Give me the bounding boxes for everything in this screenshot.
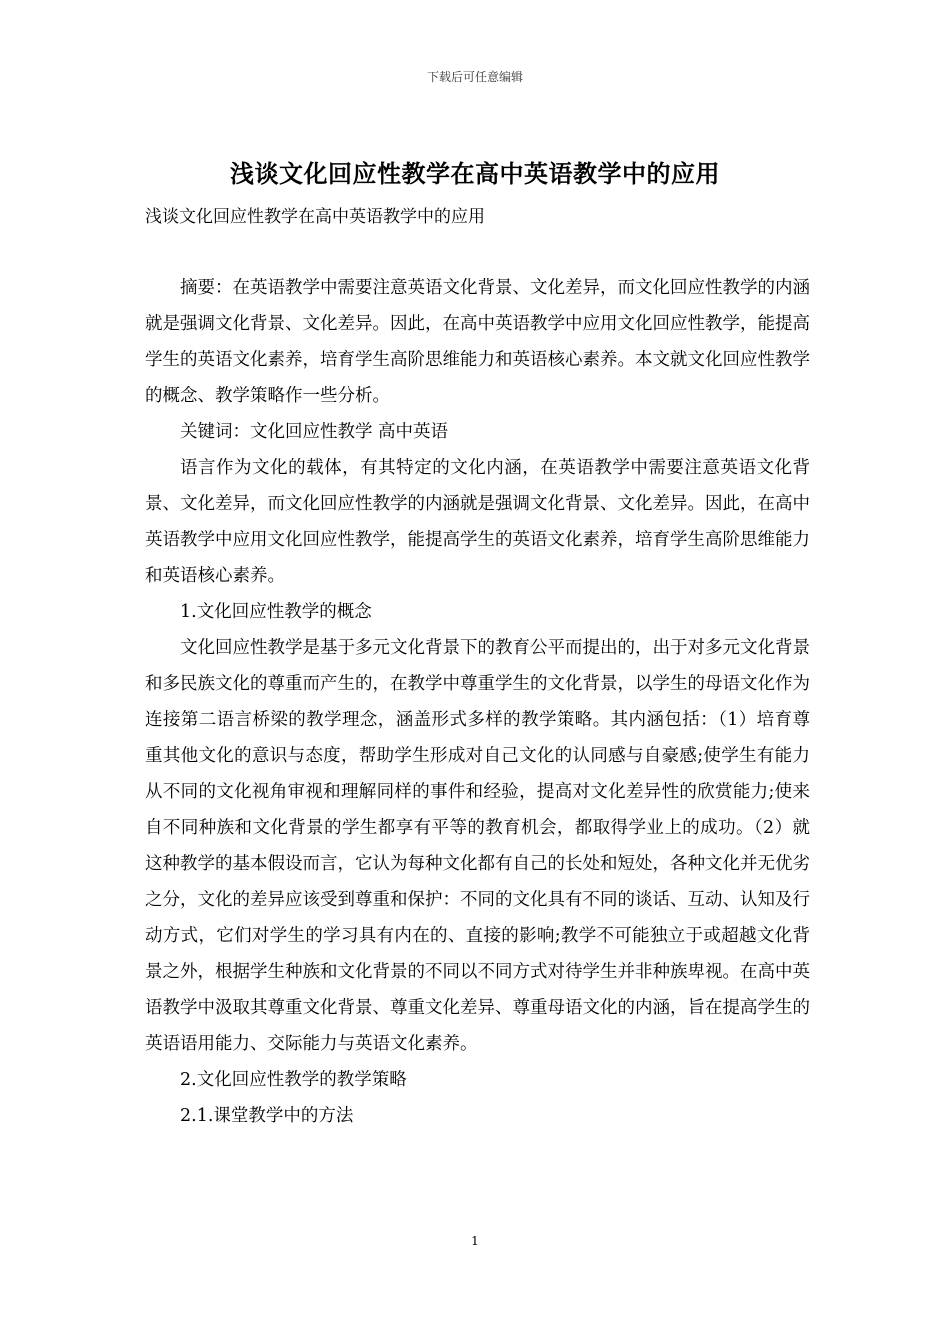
section-heading-2: 2.文化回应性教学的教学策略 bbox=[180, 1070, 407, 1090]
keywords-paragraph: 关键词：文化回应性教学 高中英语 bbox=[180, 422, 449, 442]
intro-paragraph: 语言作为文化的载体，有其特定的文化内涵，在英语教学中需要注意英语文化背景、文化差异，而文化回应性教学的内涵就是强调文化背景、文化差异。因此，在高中英语教学中应用文化回应性教学，能提高学生的英语文化素养，培育学生高阶思维能力和英语核心素养。 bbox=[145, 458, 810, 586]
page-number: 1 bbox=[471, 1234, 479, 1248]
header-note: 下载后可任意编辑 bbox=[426, 70, 523, 84]
document-title: 浅谈文化回应性教学在高中英语教学中的应用 bbox=[230, 159, 720, 188]
abstract-paragraph: 摘要：在英语教学中需要注意英语文化背景、文化差异，而文化回应性教学的内涵就是强调文化背景、文化差异。因此，在高中英语教学中应用文化回应性教学，能提高学生的英语文化素养，培育学生高阶思维能力和英语核心素养。本文就文化回应性教学的概念、教学策略作一些分析。 bbox=[145, 278, 810, 406]
section-heading-1: 1.文化回应性教学的概念 bbox=[180, 602, 372, 622]
document-subtitle: 浅谈文化回应性教学在高中英语教学中的应用 bbox=[145, 207, 485, 227]
concept-paragraph: 文化回应性教学是基于多元文化背景下的教育公平而提出的，出于对多元文化背景和多民族文化的尊重而产生的，在教学中尊重学生的文化背景，以学生的母语文化作为连接第二语言桥梁的教学理念，涵盖形式多样的教学策略。其内涵包括：（1）培育尊重其他文化的意识与态度，帮助学生形成对自己文化的认同感与自豪感;使学生有能力从不同的文化视角审视和理解同样的事件和经验，提高对文化差异性的欣赏能力;使来自不同种族和文化背景的学生都享有平等的教育机会，都取得学业上的成功。（2）就这种教学的基本假设而言，它认为每种文化都有自己的长处和短处，各种文化并无优劣之分，文化的差异应该受到尊重和保护：不同的文化具有不同的谈话、互动、认知及行动方式，它们对学生的学习具有内在的、直接的影响;教学不可能独立于或超越文化背景之外，根据学生种族和文化背景的不同以不同方式对待学生并非种族卑视。在高中英语教学中汲取其尊重文化背景、尊重文化差异、尊重母语文化的内涵，旨在提高学生的英语语用能力、交际能力与英语文化素养。 bbox=[145, 638, 810, 1054]
document-body bbox=[145, 270, 810, 1134]
subsection-heading-2-1: 2.1.课堂教学中的方法 bbox=[180, 1106, 354, 1126]
